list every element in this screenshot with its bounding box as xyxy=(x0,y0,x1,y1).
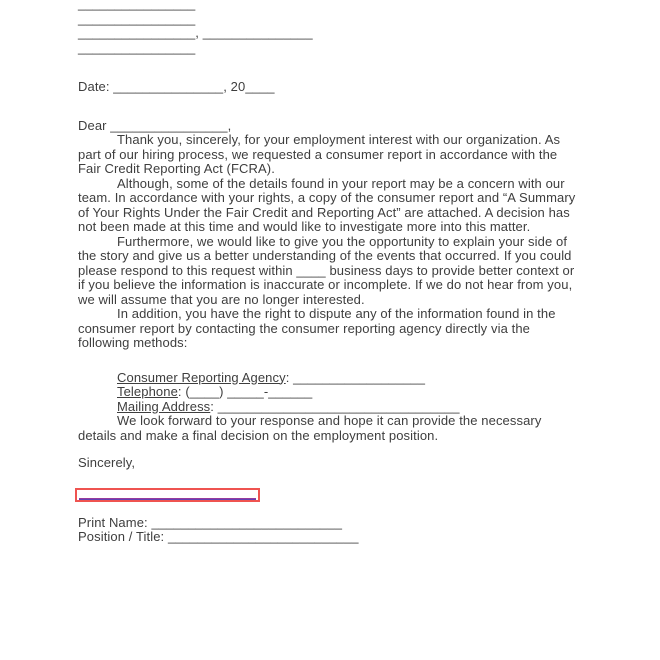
method-mailing-address-blank: : _________________________________ xyxy=(210,398,460,414)
letterhead-address-block xyxy=(78,0,580,55)
method-telephone-label: Telephone xyxy=(117,384,178,399)
method-telephone xyxy=(117,385,580,400)
print-name-line: Print Name: __________________________ xyxy=(78,514,343,530)
method-mailing-address xyxy=(117,400,580,415)
method-mailing-address-label: Mailing Address xyxy=(117,398,211,414)
address-blank-line-4: ________________ xyxy=(78,39,196,55)
signature-field[interactable] xyxy=(75,488,260,502)
method-agency-blank: : __________________ xyxy=(285,369,426,385)
paragraph-look-forward: We look forward to your response and hope it can provide the necessary details and make a final decision on the employment position. xyxy=(78,413,542,443)
method-telephone-blank: : (____) _____-______ xyxy=(177,384,313,399)
address-blank-line-2: ________________ xyxy=(78,10,196,26)
address-blank-line-3: ________________, _______________ xyxy=(78,25,313,40)
closing-line: Sincerely, xyxy=(78,455,136,470)
paragraph-opportunity-to-explain: Furthermore, we would like to give you the opportunity to explain your side of the story and give us a better understanding of the events that occurred. If you could please respond to this request within ____ business days to provide better context or if you believe the information is inaccurate or incomplete. If we do not hear from you, we will assume that you are no longer interested. xyxy=(78,233,575,307)
position-title-line: Position / Title: __________________________ xyxy=(78,529,359,544)
paragraph-report-concern: Although, some of the details found in your report may be a concern with our team. In accordance with your rights, a copy of the consumer report and “A Summary of Your Rights Under the Fair Credit and Reporting Act” are attached. A decision has not been made at this time and would like to investigate more into this matter. xyxy=(78,175,576,234)
signature-line xyxy=(79,498,256,500)
salutation-line: Dear ________________, xyxy=(78,117,232,133)
method-consumer-reporting-agency xyxy=(117,371,580,386)
method-agency-label: Consumer Reporting Agency xyxy=(117,369,286,385)
contact-methods-list xyxy=(117,371,580,415)
paragraph-thank-you: Thank you, sincerely, for your employment interest with our organization. As part of our hiring process, we requested a consumer report in accordance with the Fair Credit Reporting Act (FCRA). xyxy=(78,132,561,176)
date-line: Date: _______________, 20____ xyxy=(78,79,275,94)
paragraph-right-to-dispute: In addition, you have the right to dispute any of the information found in the consumer report by contacting the consumer reporting agency directly via the following methods: xyxy=(78,306,556,350)
address-blank-line-1: ________________ xyxy=(78,0,196,11)
